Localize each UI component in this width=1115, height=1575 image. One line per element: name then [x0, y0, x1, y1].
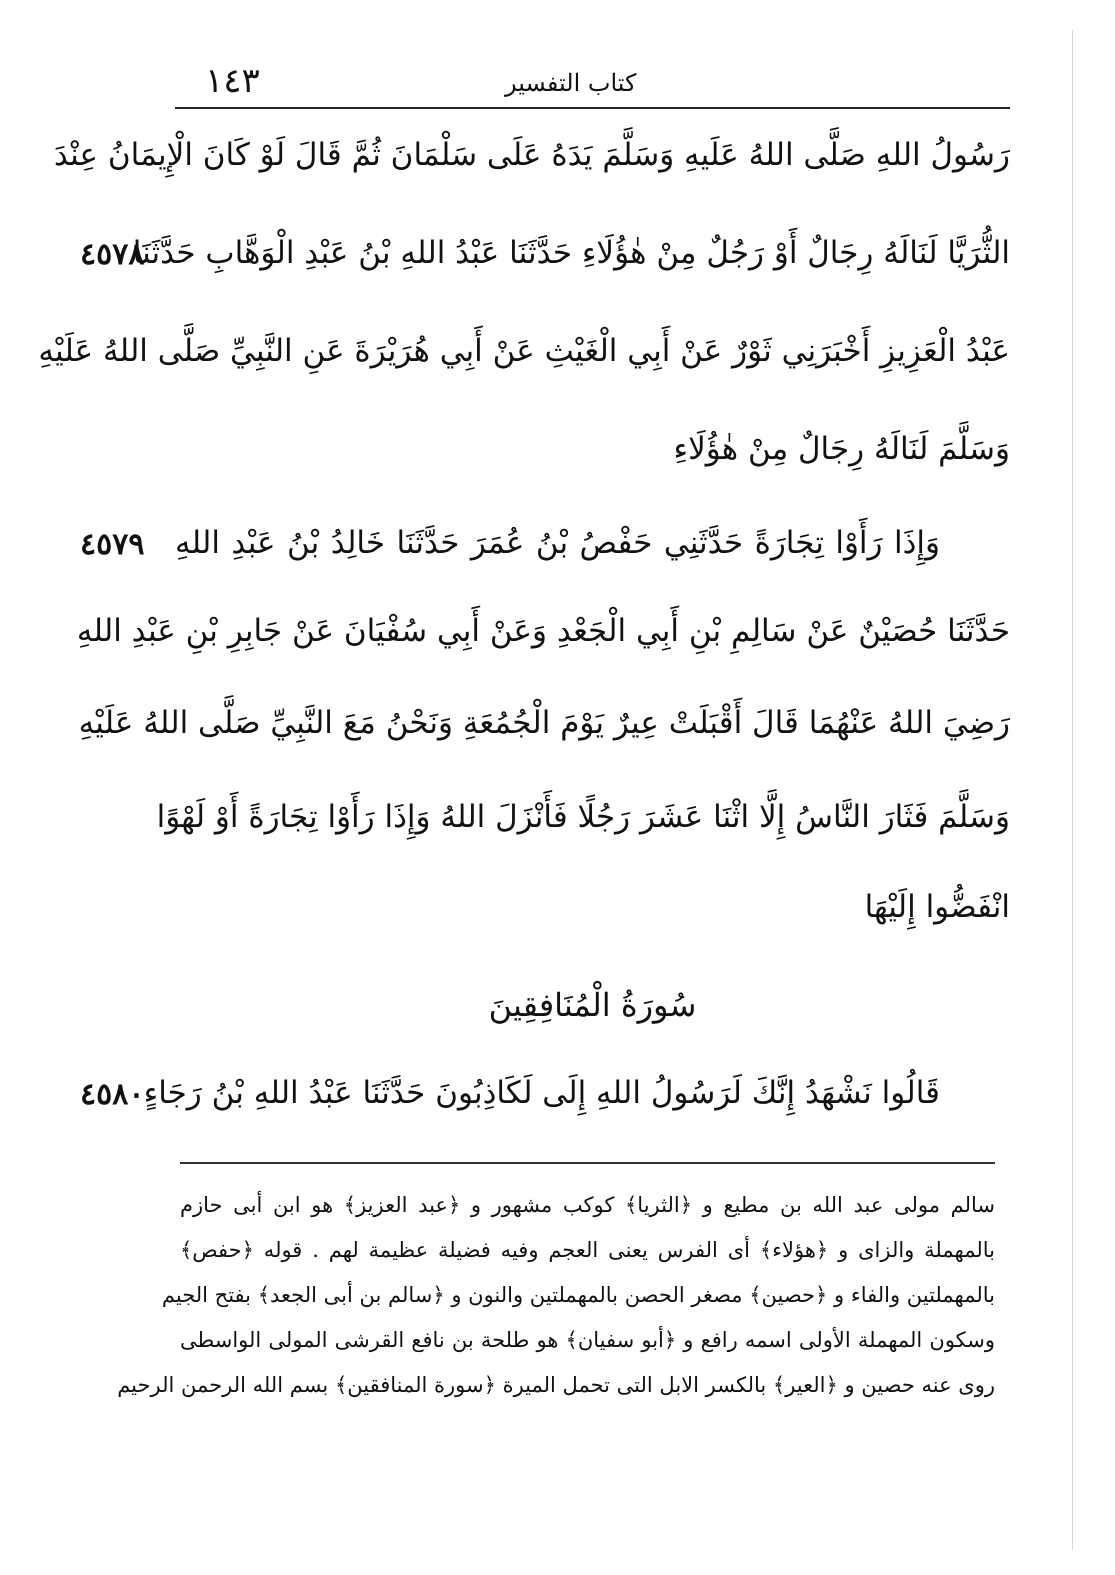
- footnote-text: سالم مولى عبد الله بن مطيع و ﴿الثريا﴾ كوكب مشهور و ﴿عبد العزيز﴾ هو ابن أبى حازم: [180, 1193, 995, 1217]
- footnote-text: بالمهملتين والفاء و ﴿حصين﴾ مصغر الحصن بالمهملتين والنون و ﴿سالم بن أبى الجعد﴾ بفتح الجيم: [161, 1283, 995, 1307]
- scan-edge-line: [1072, 30, 1073, 1550]
- text-line: [78, 688, 1010, 758]
- footnote-rule: [180, 1162, 995, 1164]
- footnote-text: وسكون المهملة الأولى اسمه رافع و ﴿أبو سفيان﴾ هو طلحة بن نافع القرشى المولى الواسطى: [180, 1328, 995, 1352]
- page-number: ١٤٣: [205, 61, 260, 101]
- text-line: [175, 414, 1010, 484]
- text-line-content: الثُّرَيَّا لَنَالَهُ رِجَالٌ أَوْ رَجُلٌ مِنْ هٰؤُلَاءِ حَدَّثَنَا عَبْدُ اللهِ بْنُ عَبْدِ الْوَهَّابِ حَدَّثَنَا: [132, 235, 1010, 271]
- text-line-content: قَالُوا نَشْهَدُ إِنَّكَ لَرَسُولُ اللهِ إِلَى لَكَاذِبُونَ حَدَّثَنَا عَبْدُ اللهِ بْنُ رَجَاءٍ: [143, 1075, 940, 1111]
- footnote-line: [180, 1184, 995, 1226]
- hadith-number: ٤٥٧٩: [80, 527, 145, 562]
- text-line: [38, 316, 1010, 386]
- running-head: [175, 55, 1010, 111]
- text-line-content: حَدَّثَنَا حُصَيْنٌ عَنْ سَالِمِ بْنِ أَبِي الْجَعْدِ وَعَنْ أَبِي سُفْيَانَ عَنْ جَابِرِ بْنِ عَبْدِ اللهِ: [76, 613, 1010, 649]
- surah-title: سُورَةُ الْمُنَافِقِينَ: [488, 986, 697, 1024]
- text-line-content: رَسُولُ اللهِ صَلَّى اللهُ عَلَيهِ وَسَلَّمَ يَدَهُ عَلَى سَلْمَانَ ثُمَّ قَالَ لَوْ كَانَ الْإِيمَانُ عِنْدَ: [53, 137, 1010, 173]
- footnote-line: [161, 1274, 995, 1316]
- footnote-line: [180, 1319, 995, 1361]
- text-line-content: وَسَلَّمَ فَثَارَ النَّاسُ إِلَّا اثْنَا عَشَرَ رَجُلًا فَأَنْزَلَ اللهُ وَإِذَا رَأَوْا تِجَارَةً أَوْ لَهْوًا: [156, 799, 1010, 835]
- hadith-number: ٤٥٧٨: [80, 237, 145, 272]
- footnote-line: [180, 1229, 995, 1271]
- text-line: [132, 218, 1010, 288]
- text-line-content: عَبْدُ الْعَزِيزِ أَخْبَرَنِي ثَوْرٌ عَنْ أَبِي الْغَيْثِ عَنْ أَبِي هُرَيْرَةَ عَنِ النَّبِيِّ صَلَّى اللهُ عَلَيْهِ: [38, 333, 1010, 369]
- text-line-content: وَإِذَا رَأَوْا تِجَارَةً حَدَّثَنِي حَفْصُ بْنُ عُمَرَ حَدَّثَنَا خَالِدُ بْنُ عَبْدِ اللهِ: [175, 525, 940, 561]
- book-title: كتاب التفسير: [505, 69, 637, 97]
- text-line: [156, 782, 1010, 852]
- text-line: [143, 1058, 1010, 1128]
- footnote-text: بالمهملة والزاى و ﴿هؤلاء﴾ أى الفرس يعنى العجم وفيه فضيلة عظيمة لهم . قوله ﴿حفص﴾: [180, 1238, 995, 1262]
- text-line-content: وَسَلَّمَ لَنَالَهُ رِجَالٌ مِنْ هٰؤُلَاءِ: [673, 431, 1010, 467]
- text-line: [175, 872, 1010, 942]
- text-line: [53, 120, 1010, 190]
- header-rule: [175, 107, 1010, 109]
- hadith-number: ٤٥٨٠: [80, 1077, 145, 1112]
- text-line-content: رَضِيَ اللهُ عَنْهُمَا قَالَ أَقْبَلَتْ عِيرٌ يَوْمَ الْجُمُعَةِ وَنَحْنُ مَعَ النَّبِيِّ صَلَّى اللهُ عَلَيْهِ: [78, 705, 1010, 741]
- footnote-text: روى عنه حصين و ﴿العير﴾ بالكسر الابل التى تحمل الميرة ﴿سورة المنافقين﴾ بسم الله الرحمن الرحيم: [117, 1373, 995, 1397]
- text-line: [76, 596, 1010, 666]
- text-line-content: انْفَضُّوا إِلَيْهَا: [864, 889, 1010, 925]
- footnote-line: [117, 1364, 995, 1406]
- text-line: [175, 508, 1010, 578]
